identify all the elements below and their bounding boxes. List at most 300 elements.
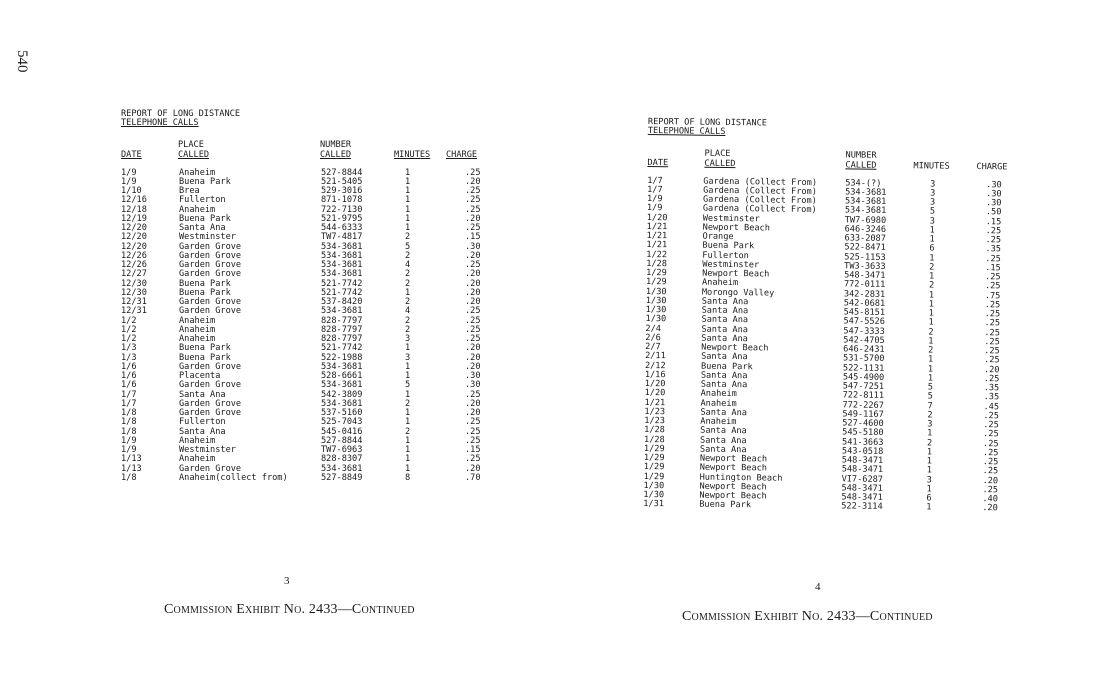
table-row <box>121 169 501 178</box>
cell-minutes: 1 <box>928 299 934 310</box>
cell-date: 1/29 <box>645 277 667 288</box>
cell-charge: .30 <box>465 380 481 391</box>
table-row <box>121 465 501 474</box>
cell-place: Santa Ana <box>701 296 749 307</box>
cell-charge: .25 <box>983 373 1000 385</box>
cell-date: 1/3 <box>121 352 137 363</box>
header-number: CALLED <box>845 160 877 172</box>
cell-number: 548-3471 <box>841 492 883 503</box>
cell-number: 534-3681 <box>321 260 363 270</box>
cell-date: 1/30 <box>645 304 667 316</box>
table-header <box>121 133 501 161</box>
cell-date: 1/13 <box>121 454 142 465</box>
cell-minutes: 3 <box>927 419 933 430</box>
cell-date: 1/23 <box>644 415 666 427</box>
cell-charge: .25 <box>984 299 1001 311</box>
cell-date: 1/9 <box>121 167 137 178</box>
cell-charge: .20 <box>465 176 481 187</box>
cell-date: 1/21 <box>646 221 668 232</box>
cell-place: Morongo Valley <box>701 287 775 299</box>
cell-charge: .35 <box>985 244 1002 255</box>
cell-charge: .25 <box>465 167 481 178</box>
cell-date: 12/31 <box>121 306 147 317</box>
cell-charge: .20 <box>465 278 481 289</box>
cell-date: 1/7 <box>121 398 137 409</box>
cell-number: 525-7043 <box>321 417 363 428</box>
cell-number: 545-5180 <box>842 427 884 439</box>
cell-minutes: 1 <box>926 456 933 467</box>
cell-number: 545-4900 <box>842 372 885 383</box>
cell-date: 1/30 <box>645 286 667 297</box>
cell-place: Santa Ana <box>700 425 747 437</box>
cell-charge: .25 <box>984 355 1000 366</box>
cell-charge: .25 <box>465 454 481 465</box>
cell-number: TW3-3633 <box>844 261 886 272</box>
cell-charge: .30 <box>986 188 1002 200</box>
cell-place: Fullerton <box>179 195 226 206</box>
cell-place: Buena Park <box>179 287 231 298</box>
cell-minutes: 1 <box>926 447 933 458</box>
cell-charge: .50 <box>985 207 1002 218</box>
table-row <box>121 335 501 344</box>
cell-place: Fullerton <box>702 250 749 261</box>
cell-number: 542-0681 <box>843 298 886 309</box>
cell-minutes: 2 <box>928 326 934 338</box>
cell-date: 1/28 <box>644 425 665 436</box>
cell-place: Santa Ana <box>179 426 226 437</box>
cell-number: 521-7742 <box>321 287 363 298</box>
cell-number: 547-7251 <box>842 381 885 392</box>
cell-number: 527-8849 <box>321 472 363 483</box>
cell-date: 1/29 <box>643 452 665 464</box>
cell-number: 544-6333 <box>321 223 363 233</box>
cell-charge: .15 <box>985 216 1002 227</box>
header-number-top: NUMBER <box>845 150 877 162</box>
cell-place: Buena Park <box>179 343 231 354</box>
table-row <box>121 270 501 279</box>
cell-place: Westminster <box>702 259 760 271</box>
cell-date: 1/6 <box>121 380 137 391</box>
cell-place: Garden Grove <box>179 380 242 391</box>
cell-place: Garden Grove <box>179 269 242 280</box>
header-date: DATE <box>121 150 142 161</box>
cell-number: 537-8420 <box>321 297 363 307</box>
cell-minutes: 1 <box>928 336 934 347</box>
cell-minutes: 1 <box>405 223 411 233</box>
cell-place: Gardena (Collect From) <box>703 176 818 188</box>
cell-minutes: 2 <box>405 269 411 280</box>
cell-charge: .25 <box>984 318 1001 329</box>
table-row <box>121 298 501 307</box>
cell-minutes: 5 <box>927 391 933 402</box>
cell-place: Orange <box>702 231 734 243</box>
cell-minutes: 1 <box>926 502 932 513</box>
cell-date: 12/26 <box>121 250 147 261</box>
cell-charge: .20 <box>465 408 481 418</box>
cell-charge: .20 <box>465 213 481 224</box>
right-report <box>643 118 1028 514</box>
table-row <box>121 474 501 483</box>
cell-date: 1/20 <box>644 388 666 399</box>
cell-place: Newport Beach <box>699 490 767 502</box>
cell-charge: .20 <box>465 361 481 372</box>
table-row <box>121 428 501 437</box>
header-number: CALLED <box>320 150 352 161</box>
table-row <box>121 206 501 215</box>
cell-date: 1/20 <box>646 212 668 223</box>
cell-number: 547-5526 <box>843 316 885 328</box>
cell-number: 534-3681 <box>845 187 887 198</box>
cell-place: Buena Park <box>702 240 755 252</box>
cell-date: 1/28 <box>646 258 667 269</box>
cell-place: Gardena (Collect From) <box>703 185 817 197</box>
cell-date: 1/8 <box>121 472 137 483</box>
cell-charge: .25 <box>985 253 1001 264</box>
cell-place: Anaheim <box>179 454 216 465</box>
cell-place: Santa Ana <box>700 435 747 446</box>
cell-minutes: 1 <box>405 167 411 178</box>
cell-number: 534-3681 <box>321 463 363 474</box>
cell-minutes: 2 <box>405 324 411 335</box>
cell-minutes: 1 <box>927 363 934 375</box>
cell-number: TW7-6963 <box>321 445 363 455</box>
cell-charge: .25 <box>465 260 481 270</box>
cell-minutes: 2 <box>405 278 411 289</box>
cell-minutes: 4 <box>405 260 411 270</box>
cell-number: 527-8844 <box>321 167 363 178</box>
cell-place: Santa Ana <box>700 407 748 418</box>
cell-place: Santa Ana <box>179 389 226 400</box>
cell-minutes: 1 <box>928 289 935 301</box>
report-title <box>648 118 1028 141</box>
cell-place: Garden Grove <box>179 361 242 372</box>
cell-date: 1/16 <box>644 369 666 380</box>
table-row <box>121 409 501 418</box>
cell-place: Westminster <box>702 213 760 224</box>
cell-place: Newport Beach <box>702 222 770 234</box>
cell-minutes: 3 <box>930 178 936 190</box>
cell-minutes: 5 <box>927 382 933 393</box>
cell-place: Santa Ana <box>701 333 748 344</box>
cell-charge: .25 <box>465 334 481 344</box>
cell-minutes: 3 <box>929 197 936 208</box>
cell-number: 547-3333 <box>843 325 885 337</box>
table-row <box>121 224 501 233</box>
cell-number: 545-8151 <box>843 307 886 318</box>
cell-number: 522-8471 <box>844 242 886 254</box>
table-row <box>121 289 501 298</box>
cell-charge: .40 <box>982 494 998 505</box>
cell-charge: .25 <box>985 235 1002 246</box>
cell-charge: .25 <box>985 225 1002 237</box>
cell-place: Santa Ana <box>701 314 749 326</box>
cell-date: 1/30 <box>643 489 665 501</box>
table-row <box>121 233 501 242</box>
cell-place: Newport Beach <box>701 342 769 354</box>
cell-number: 534-3681 <box>321 306 363 317</box>
cell-place: Garden Grove <box>179 306 242 317</box>
cell-number: 722-8111 <box>842 390 885 402</box>
table-row <box>121 261 501 270</box>
cell-date: 2/4 <box>645 323 662 334</box>
cell-minutes: 1 <box>929 234 935 245</box>
cell-number: VI7-6287 <box>841 473 884 485</box>
cell-minutes: 4 <box>405 306 411 317</box>
cell-charge: .25 <box>465 426 481 437</box>
cell-date: 1/21 <box>646 230 668 242</box>
cell-minutes: 1 <box>405 204 411 215</box>
cell-number: 548-3471 <box>841 455 884 466</box>
cell-date: 1/21 <box>646 240 668 251</box>
cell-date: 1/20 <box>644 378 666 390</box>
table-row <box>121 307 501 316</box>
cell-minutes: 1 <box>405 417 411 428</box>
cell-date: 1/2 <box>121 334 137 344</box>
cell-number: 542-4705 <box>843 335 885 346</box>
header-number-top: NUMBER <box>320 140 352 151</box>
header-charge: CHARGE <box>446 150 478 161</box>
cell-charge: .25 <box>983 420 999 431</box>
cell-number: 543-0518 <box>841 446 884 457</box>
cell-number: 521-9795 <box>321 213 363 224</box>
cell-place: Anaheim <box>179 167 216 178</box>
cell-charge: .20 <box>465 287 481 298</box>
table-row <box>121 243 501 252</box>
cell-charge: .25 <box>465 186 481 196</box>
cell-place: Anaheim <box>700 416 737 428</box>
header-date: DATE <box>647 158 669 169</box>
cell-charge: .25 <box>465 324 481 335</box>
cell-date: 1/8 <box>121 408 137 418</box>
cell-place: Anaheim <box>179 315 216 326</box>
cell-number: 646-3246 <box>844 224 887 235</box>
cell-place: Anaheim <box>700 388 737 400</box>
cell-date: 1/10 <box>121 186 142 196</box>
cell-minutes: 6 <box>926 493 932 504</box>
table-row <box>121 381 501 390</box>
cell-place: Gardena (Collect From) <box>702 203 817 216</box>
cell-minutes: 1 <box>405 361 411 372</box>
cell-charge: .15 <box>465 232 481 243</box>
cell-minutes: 3 <box>405 334 411 344</box>
cell-number: 537-5160 <box>321 408 363 418</box>
cell-number: 521-7742 <box>321 278 363 289</box>
cell-number: 521-5405 <box>321 176 363 187</box>
cell-number: 772-2267 <box>842 399 884 411</box>
cell-charge: .45 <box>983 401 1000 412</box>
cell-minutes: 2 <box>405 232 411 243</box>
cell-date: 1/6 <box>121 361 137 372</box>
cell-date: 12/30 <box>121 278 147 289</box>
cell-charge: .20 <box>982 475 999 486</box>
left-report <box>121 110 501 483</box>
table-row <box>121 354 501 363</box>
cell-place: Buena Park <box>699 499 752 511</box>
cell-place: Huntington Beach <box>699 472 783 484</box>
cell-minutes: 1 <box>928 354 934 365</box>
cell-place: Newport Beach <box>702 268 770 280</box>
cell-minutes: 1 <box>405 343 411 354</box>
cell-number: 534-(?) <box>845 177 882 189</box>
cell-minutes: 2 <box>928 280 935 291</box>
caption-right: Commission Exhibit No. 2433—Continued <box>682 609 933 624</box>
footer-page-number-left: 3 <box>284 575 290 587</box>
header-place-top: PLACE <box>178 140 204 151</box>
cell-charge: .25 <box>985 272 1001 283</box>
cell-place: Newport Beach <box>699 453 768 465</box>
cell-charge: .15 <box>465 445 481 455</box>
cell-date: 12/16 <box>121 195 147 206</box>
cell-charge: .30 <box>986 179 1002 190</box>
cell-place: Garden Grove <box>179 260 242 270</box>
cell-number: 522-3114 <box>841 501 883 513</box>
cell-minutes: 8 <box>405 472 411 483</box>
cell-charge: .20 <box>465 343 481 354</box>
cell-place: Newport Beach <box>699 481 767 493</box>
table-row <box>121 344 501 353</box>
cell-charge: .20 <box>465 269 481 280</box>
cell-minutes: 5 <box>929 206 936 217</box>
cell-place: Anaheim <box>179 204 216 215</box>
cell-minutes: 1 <box>926 465 932 476</box>
cell-number: 548-3471 <box>844 270 886 281</box>
cell-place: Newport Beach <box>699 462 768 474</box>
cell-place: Buena Park <box>700 361 753 372</box>
cell-minutes: 1 <box>929 252 935 264</box>
cell-date: 1/28 <box>644 434 665 445</box>
cell-number: 542-3809 <box>321 389 363 400</box>
cell-charge: .25 <box>982 484 999 496</box>
cell-charge: .25 <box>465 417 481 428</box>
cell-date: 1/30 <box>645 295 667 306</box>
report-title <box>121 110 501 129</box>
cell-number: 525-1153 <box>844 251 886 263</box>
cell-number: 828-7797 <box>321 315 363 326</box>
cell-place: Buena Park <box>179 213 231 224</box>
header-place: CALLED <box>704 158 736 170</box>
cell-place: Anaheim <box>701 277 739 289</box>
cell-charge: .20 <box>465 463 481 474</box>
cell-minutes: 1 <box>405 445 411 455</box>
cell-place: Garden Grove <box>179 241 242 252</box>
cell-number: 527-4600 <box>842 418 884 429</box>
table-row <box>121 215 501 224</box>
cell-place: Westminster <box>179 445 236 455</box>
cell-minutes: 6 <box>929 243 935 254</box>
header-charge: CHARGE <box>976 162 1008 173</box>
cell-place: Anaheim <box>700 398 737 409</box>
table-row <box>121 252 501 261</box>
cell-minutes: 1 <box>405 287 411 298</box>
cell-minutes: 2 <box>405 297 411 307</box>
cell-minutes: 3 <box>930 188 936 199</box>
cell-number: 772-0111 <box>843 279 886 291</box>
cell-number: 722-7130 <box>321 204 363 215</box>
cell-number: 531-5700 <box>843 353 885 365</box>
cell-date: 1/29 <box>643 443 665 454</box>
cell-date: 1/21 <box>644 397 666 408</box>
cell-number: 545-0416 <box>321 426 363 437</box>
cell-minutes: 1 <box>928 308 934 319</box>
cell-charge: .25 <box>983 410 999 422</box>
cell-number: 828-8307 <box>321 454 363 465</box>
cell-minutes: 1 <box>928 317 934 328</box>
table-row <box>121 363 501 372</box>
cell-date: 1/8 <box>121 417 137 428</box>
cell-date: 1/29 <box>643 462 665 473</box>
cell-date: 2/7 <box>645 341 661 353</box>
cell-place: Buena Park <box>179 352 231 363</box>
cell-place: Santa Ana <box>701 305 749 317</box>
cell-minutes: 5 <box>405 380 411 391</box>
cell-minutes: 7 <box>927 400 933 411</box>
cell-date: 1/30 <box>645 314 667 325</box>
cell-minutes: 1 <box>405 454 411 465</box>
table-row <box>121 391 501 400</box>
cell-minutes: 2 <box>405 250 411 261</box>
cell-number: 522-1131 <box>842 362 885 374</box>
table-row <box>121 280 501 289</box>
header-place: CALLED <box>178 150 210 161</box>
cell-place: Placenta <box>179 371 221 381</box>
cell-minutes: 1 <box>405 186 411 196</box>
cell-date: 1/9 <box>646 193 663 205</box>
cell-place: Anaheim <box>179 324 216 335</box>
cell-place: Santa Ana <box>179 223 226 233</box>
cell-place: Westminster <box>179 232 236 243</box>
cell-minutes: 1 <box>927 428 933 439</box>
cell-number: 534-3681 <box>321 241 363 252</box>
cell-charge: .30 <box>985 198 1002 209</box>
cell-number: 534-3681 <box>844 196 887 207</box>
page-number: 540 <box>14 50 30 73</box>
cell-date: 1/7 <box>647 184 663 195</box>
cell-charge: .25 <box>982 466 999 477</box>
table-row <box>121 400 501 409</box>
cell-minutes: 1 <box>405 435 411 446</box>
cell-number: 828-7797 <box>321 334 363 344</box>
table-row <box>121 196 501 205</box>
cell-charge: .35 <box>983 383 1000 394</box>
cell-minutes: 1 <box>405 195 411 206</box>
cell-minutes: 2 <box>929 262 935 273</box>
table-row <box>121 317 501 326</box>
cell-number: 521-7742 <box>321 343 363 354</box>
cell-charge: .15 <box>985 262 1001 274</box>
cell-date: 2/6 <box>645 332 661 343</box>
cell-charge: .20 <box>982 503 998 514</box>
table-row <box>121 418 501 427</box>
cell-minutes: 1 <box>929 271 935 282</box>
header-place-top: PLACE <box>704 148 731 160</box>
cell-date: 12/18 <box>121 204 147 215</box>
cell-place: Garden Grove <box>179 408 242 418</box>
cell-number: 342-2831 <box>843 288 886 300</box>
cell-number: 522-1988 <box>321 352 363 363</box>
cell-charge: .25 <box>984 327 1000 338</box>
cell-charge: .25 <box>465 306 481 317</box>
cell-place: Santa Ana <box>701 351 748 363</box>
cell-date: 1/2 <box>121 315 137 326</box>
cell-charge: .25 <box>984 336 1000 348</box>
cell-place: Santa Ana <box>700 379 748 391</box>
cell-place: Garden Grove <box>179 250 242 261</box>
cell-date: 1/29 <box>643 471 665 482</box>
cell-minutes: 1 <box>929 225 935 236</box>
cell-minutes: 1 <box>927 373 934 384</box>
cell-number: 646-2431 <box>843 344 885 355</box>
cell-place: Brea <box>179 186 200 196</box>
